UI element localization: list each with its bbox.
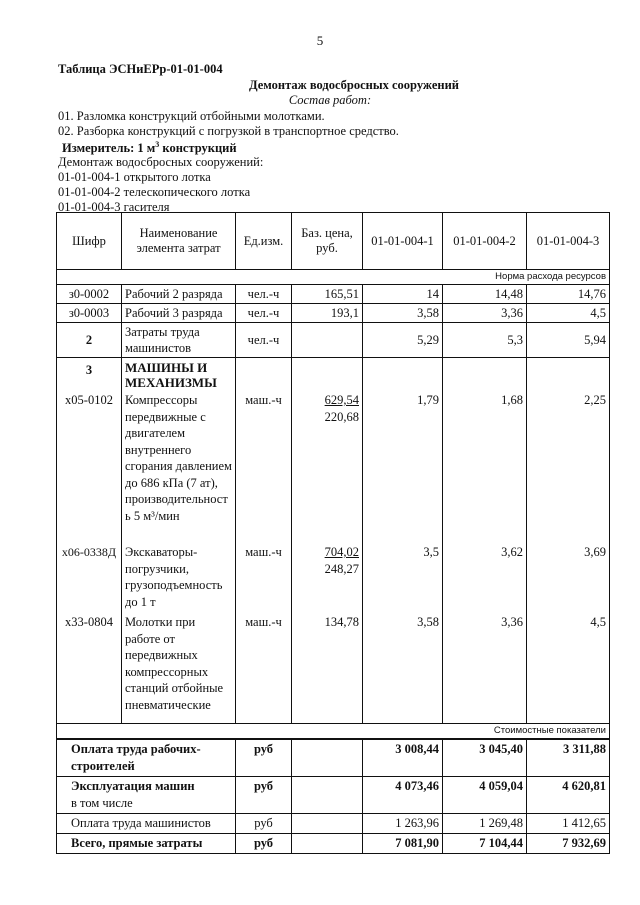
table-row bbox=[57, 285, 610, 304]
cell-price: 165,51 bbox=[292, 285, 363, 304]
summary-v3: 7 932,69 bbox=[527, 834, 610, 854]
summary-row bbox=[57, 739, 610, 777]
summary-row bbox=[57, 777, 610, 814]
summary-v1: 3 008,44 bbox=[363, 739, 443, 777]
summary-name-main: Эксплуатация машин bbox=[71, 779, 195, 793]
summary-v2: 7 104,44 bbox=[443, 834, 527, 854]
cell-code: х33-0804 bbox=[57, 613, 122, 724]
summary-name: Оплата труда машинистов bbox=[57, 814, 236, 834]
header-unit: Ед.изм. bbox=[236, 213, 292, 270]
summary-price bbox=[292, 739, 363, 777]
summary-name: Оплата труда рабочих-строителей bbox=[57, 739, 236, 777]
price-main: 704,02 bbox=[324, 545, 359, 559]
table-row bbox=[57, 391, 610, 543]
summary-v1: 1 263,96 bbox=[363, 814, 443, 834]
cell-v3: 3,69 bbox=[527, 543, 610, 613]
cell-v3: 4,5 bbox=[527, 613, 610, 724]
header-price: Баз. цена, руб. bbox=[292, 213, 363, 270]
cell-price: 193,1 bbox=[292, 304, 363, 323]
cell-code: х06-0338Д bbox=[57, 543, 122, 613]
norm-label: Норма расхода ресурсов bbox=[57, 270, 610, 285]
cell-name: Затраты труда машинистов bbox=[122, 323, 236, 358]
cell-v2: 5,3 bbox=[443, 323, 527, 358]
summary-unit: руб bbox=[236, 739, 292, 777]
summary-v1: 7 081,90 bbox=[363, 834, 443, 854]
cell-price bbox=[292, 358, 363, 392]
cell-v2: 3,36 bbox=[443, 613, 527, 724]
summary-v3: 3 311,88 bbox=[527, 739, 610, 777]
summary-unit: руб bbox=[236, 814, 292, 834]
price-wage: 220,68 bbox=[324, 409, 359, 424]
summary-unit: руб bbox=[236, 777, 292, 814]
variant-item: 01-01-004-1 открытого лотка bbox=[58, 170, 211, 184]
norm-label-row bbox=[57, 270, 610, 285]
cell-v1: 3,5 bbox=[363, 543, 443, 613]
description: Демонтаж водосбросных сооружений: bbox=[58, 155, 264, 169]
cost-label: Стоимостные показатели bbox=[57, 724, 610, 740]
cell-unit: чел.-ч bbox=[236, 304, 292, 323]
meter bbox=[62, 140, 237, 156]
header-name: Наименование элемента затрат bbox=[122, 213, 236, 270]
summary-price bbox=[292, 777, 363, 814]
meter-sup: 3 bbox=[155, 140, 160, 149]
cell-v2: 14,48 bbox=[443, 285, 527, 304]
cell-v3 bbox=[527, 358, 610, 392]
header-col1: 01-01-004-1 bbox=[363, 213, 443, 270]
cell-price bbox=[292, 323, 363, 358]
cell-v2: 1,68 bbox=[443, 391, 527, 543]
table-row bbox=[57, 613, 610, 724]
summary-v2: 3 045,40 bbox=[443, 739, 527, 777]
cell-name: Экскаваторы-погрузчики, грузоподъемность до 1 т bbox=[122, 543, 236, 613]
cell-name: МАШИНЫ И МЕХАНИЗМЫ bbox=[122, 358, 236, 392]
cell-v2 bbox=[443, 358, 527, 392]
summary-name bbox=[57, 777, 236, 814]
cell-code: 3 bbox=[57, 358, 122, 392]
cell-v1: 14 bbox=[363, 285, 443, 304]
cell-code: х05-0102 bbox=[57, 391, 122, 543]
meter-suffix: конструкций bbox=[159, 141, 237, 156]
summary-name-sub: в том числе bbox=[71, 796, 133, 810]
cell-name: Молотки при работе от передвижных компрессорных станций отбойные пневматические bbox=[122, 613, 236, 724]
cell-price: 134,78 bbox=[292, 613, 363, 724]
cell-v1: 3,58 bbox=[363, 304, 443, 323]
table-row bbox=[57, 304, 610, 323]
cell-price bbox=[292, 543, 363, 613]
summary-row bbox=[57, 834, 610, 854]
cell-unit: маш.-ч bbox=[236, 543, 292, 613]
cell-v3: 2,25 bbox=[527, 391, 610, 543]
table-row bbox=[57, 323, 610, 358]
price-wage: 248,27 bbox=[324, 561, 359, 576]
cell-unit: маш.-ч bbox=[236, 613, 292, 724]
cell-v2: 3,62 bbox=[443, 543, 527, 613]
cell-v3: 5,94 bbox=[527, 323, 610, 358]
header-col2: 01-01-004-2 bbox=[443, 213, 527, 270]
cell-name: Рабочий 3 разряда bbox=[122, 304, 236, 323]
cell-v1: 1,79 bbox=[363, 391, 443, 543]
cell-code: 2 bbox=[57, 323, 122, 358]
variant-item: 01-01-004-3 гасителя bbox=[58, 200, 170, 214]
cell-v1: 3,58 bbox=[363, 613, 443, 724]
table-subtitle: Демонтаж водосбросных сооружений bbox=[249, 78, 459, 92]
cell-unit: маш.-ч bbox=[236, 391, 292, 543]
cell-unit: чел.-ч bbox=[236, 323, 292, 358]
cost-label-row bbox=[57, 724, 610, 740]
cell-v3: 14,76 bbox=[527, 285, 610, 304]
summary-v1: 4 073,46 bbox=[363, 777, 443, 814]
summary-v3: 4 620,81 bbox=[527, 777, 610, 814]
meter-text: Измеритель: 1 м bbox=[62, 141, 156, 156]
cell-name: Рабочий 2 разряда bbox=[122, 285, 236, 304]
table-row bbox=[57, 543, 610, 613]
work-item: 01. Разломка конструкций отбойными молотками. bbox=[58, 109, 325, 123]
cell-unit: чел.-ч bbox=[236, 285, 292, 304]
summary-v2: 4 059,04 bbox=[443, 777, 527, 814]
summary-price bbox=[292, 834, 363, 854]
cell-v2: 3,36 bbox=[443, 304, 527, 323]
summary-v3: 1 412,65 bbox=[527, 814, 610, 834]
composition-label: Состав работ: bbox=[288, 93, 372, 107]
header-col3: 01-01-004-3 bbox=[527, 213, 610, 270]
variant-item: 01-01-004-2 телескопического лотка bbox=[58, 185, 251, 199]
price-main: 629,54 bbox=[324, 393, 359, 407]
resource-table bbox=[56, 212, 610, 854]
summary-unit: руб bbox=[236, 834, 292, 854]
cell-code: з0-0003 bbox=[57, 304, 122, 323]
summary-row bbox=[57, 814, 610, 834]
page-number: 5 bbox=[316, 33, 324, 48]
cell-code: з0-0002 bbox=[57, 285, 122, 304]
cell-unit bbox=[236, 358, 292, 392]
cell-v1 bbox=[363, 358, 443, 392]
cell-v3: 4,5 bbox=[527, 304, 610, 323]
cell-v1: 5,29 bbox=[363, 323, 443, 358]
table-row bbox=[57, 358, 610, 392]
work-item: 02. Разборка конструкций с погрузкой в транспортное средство. bbox=[58, 124, 399, 138]
cell-name: Компрессоры передвижные с двигателем внутреннего сгорания давлением до 686 кПа (7 ат), производительност ь 5 м³/мин bbox=[122, 391, 236, 543]
cell-price bbox=[292, 391, 363, 543]
summary-v2: 1 269,48 bbox=[443, 814, 527, 834]
table-title: Таблица ЭСНиЕРр-01-01-004 bbox=[58, 62, 223, 76]
header-code: Шифр bbox=[57, 213, 122, 270]
summary-price bbox=[292, 814, 363, 834]
header-row bbox=[57, 213, 610, 270]
summary-name: Всего, прямые затраты bbox=[57, 834, 236, 854]
